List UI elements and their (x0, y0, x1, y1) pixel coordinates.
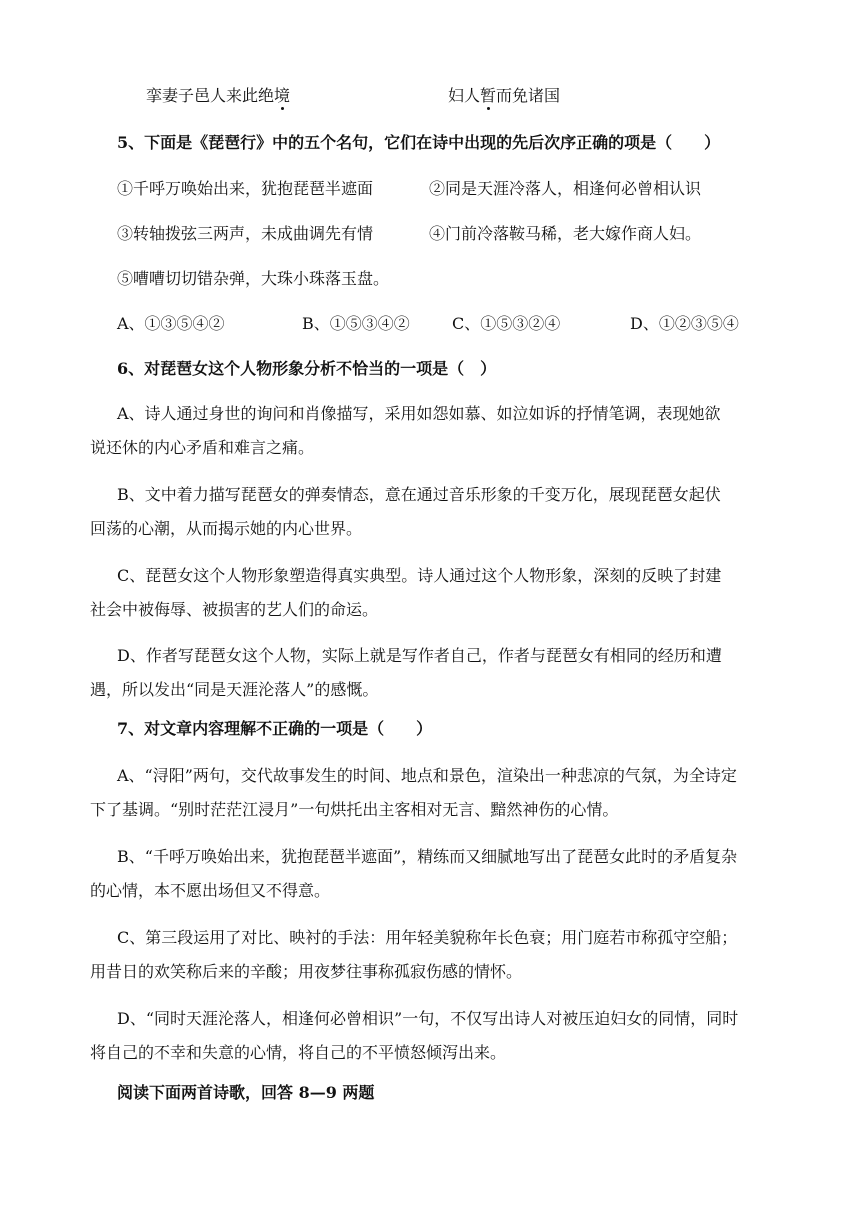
q6-option-b-line2: 回荡的心潮，从而揭示她的内心世界。 (90, 519, 363, 538)
emphasis-char: 暂 (480, 86, 497, 105)
question-7-stem: 7、对文章内容理解不正确的一项是（ ） (117, 719, 433, 738)
reading-instruction: 阅读下面两首诗歌，回答 8—9 两题 (117, 1083, 375, 1102)
q6-option-a-line1: A、诗人通过身世的询问和肖像描写，采用如怨如慕、如泣如诉的抒情笔调，表现她欲 (117, 404, 721, 423)
example-text: 妇人 (448, 86, 481, 105)
q5-option-c: C、①⑤③②④ (452, 314, 561, 333)
q5-item-2: ②同是天涯冷落人，相逢何必曾相认识 (429, 179, 702, 198)
q7-option-a-line1: A、“浔阳”两句，交代故事发生的时间、地点和景色，渲染出一种悲凉的气氛，为全诗定 (117, 766, 737, 785)
q5-item-5: ⑤嘈嘈切切错杂弹，大珠小珠落玉盘。 (117, 269, 390, 288)
q6-option-b-line1: B、文中着力描写琵琶女的弹奏情态，意在通过音乐形象的千变万化，展现琵琶女起伏 (117, 485, 721, 504)
q6-option-d-line1: D、作者写琵琶女这个人物，实际上就是写作者自己，作者与琵琶女有相同的经历和遭 (117, 646, 722, 665)
q6-option-d-line2: 遇，所以发出“同是天涯沦落人”的感慨。 (90, 680, 379, 699)
q5-item-1: ①千呼万唤始出来，犹抱琵琶半遮面 (117, 179, 374, 198)
q7-option-c-line2: 用昔日的欢笑称后来的辛酸；用夜梦往事称孤寂伤感的情怀。 (90, 962, 523, 981)
q5-item-3: ③转轴拨弦三两声，未成曲调先有情 (117, 224, 374, 243)
q7-option-d-line1: D、“同时天涯沦落人，相逢何必曾相识”一句，不仅写出诗人对被压迫妇女的同情，同时 (117, 1009, 739, 1028)
q7-option-d-line2: 将自己的不幸和失意的心情，将自己的不平愤怒倾泻出来。 (90, 1043, 507, 1062)
classical-example-left (146, 85, 290, 107)
q5-option-a: A、①③⑤④② (117, 314, 225, 333)
emphasis-char: 境 (274, 86, 291, 105)
q6-option-c-line1: C、琵琶女这个人物形象塑造得真实典型。诗人通过这个人物形象，深刻的反映了封建 (117, 566, 722, 585)
q6-option-a-line2: 说还休的内心矛盾和难言之痛。 (90, 438, 315, 457)
q5-item-4: ④门前冷落鞍马稀，老大嫁作商人妇。 (429, 224, 702, 243)
q5-option-b: B、①⑤③④② (302, 314, 410, 333)
example-text: 挛妻子邑人来此绝 (146, 86, 275, 105)
classical-example-right (448, 85, 560, 107)
question-5-stem: 5、下面是《琵琶行》中的五个名句，它们在诗中出现的先后次序正确的项是（ ） (117, 133, 721, 152)
q7-option-b-line2: 的心情，本不愿出场但又不得意。 (90, 881, 331, 900)
question-6-stem: 6、对琵琶女这个人物形象分析不恰当的一项是（ ） (117, 359, 497, 378)
q7-option-b-line1: B、“千呼万唤始出来，犹抱琵琶半遮面”，精练而又细腻地写出了琵琶女此时的矛盾复杂 (117, 847, 738, 866)
q7-option-c-line1: C、第三段运用了对比、映衬的手法：用年轻美貌称年长色衰；用门庭若市称孤守空船； (117, 928, 738, 947)
q7-option-a-line2: 下了基调。“别时茫茫江浸月”一句烘托出主客相对无言、黯然神伤的心情。 (90, 800, 619, 819)
example-text: 而免诸国 (496, 86, 561, 105)
q6-option-c-line2: 社会中被侮辱、被损害的艺人们的命运。 (90, 600, 379, 619)
q5-option-d: D、①②③⑤④ (630, 314, 739, 333)
